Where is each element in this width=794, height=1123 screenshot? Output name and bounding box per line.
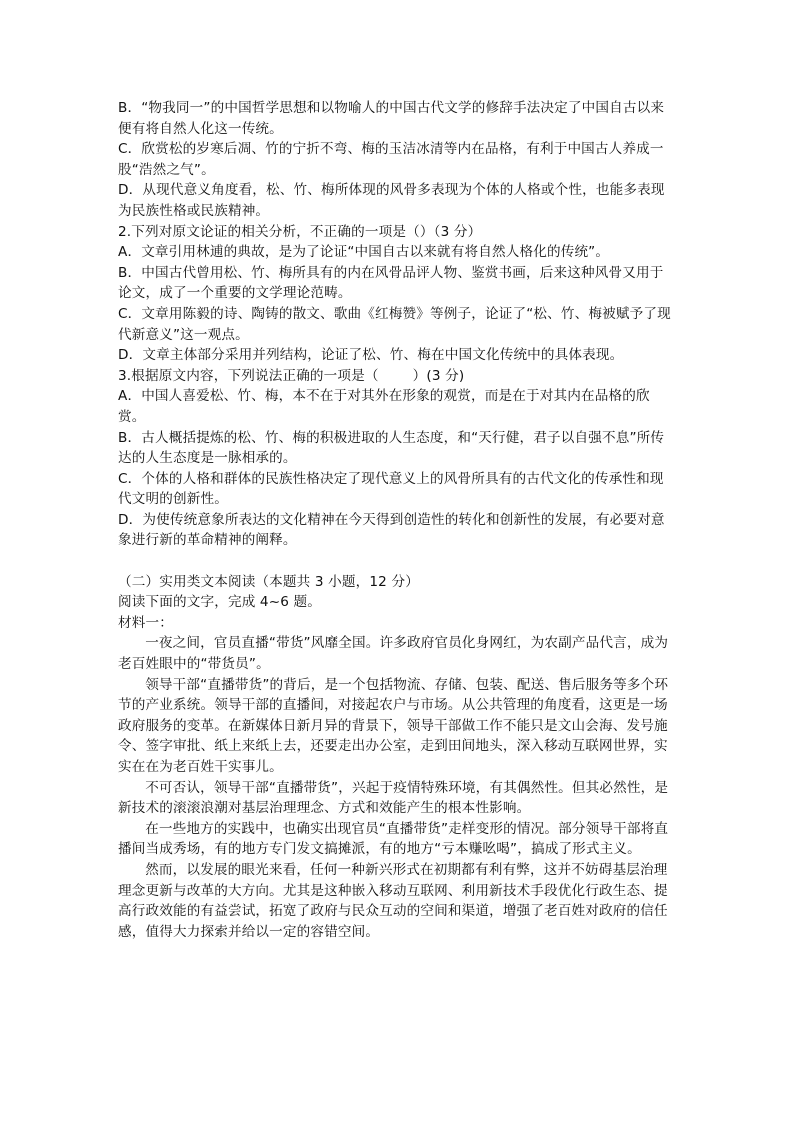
material-paragraph: 一夜之间，官员直播“带货”风靡全国。许多政府官员化身网红，为农副产品代言，成为老百姓眼中的“带货员”。 xyxy=(118,635,669,673)
q3-option-d: D．为使传统意象所表达的文化精神在今天得到创造性的转化和创新性的发展，有必要对意象进行新的革命精神的阐释。 xyxy=(118,511,665,549)
material-paragraph: 然而，以发展的眼光来看，任何一种新兴形式在初期都有利有弊，这并不妨碍基层治理理念更新与改革的大方向。尤其是这种嵌入移动互联网、利用新技术手段优化行政生态、提高行政效能的有益尝试，拓宽了政府与民众互动的空间和渠道，增强了老百姓对政府的信任感，值得大力探索并给以一定的容错空间。 xyxy=(118,861,668,940)
q3-stem-before: 3.根据原文内容，下列说法正确的一项是（ xyxy=(118,367,379,384)
q2-option-b: B．中国古代曾用松、竹、梅所具有的内在风骨品评人物、鉴赏书画，后来这种风骨又用于论文，成了一个重要的文学理论范畴。 xyxy=(118,264,664,302)
q2-option-d: D．文章主体部分采用并列结构，论证了松、竹、梅在中国文化传统中的具体表现。 xyxy=(118,347,624,364)
q1-option-b: B．“物我同一”的中国哲学思想和以物喻人的中国古代文学的修辞手法决定了中国自古以来便有将自然人化这一传统。 xyxy=(118,100,665,137)
q3-stem-after: ）(3 分) xyxy=(412,367,465,384)
q3-option-c: C．个体的人格和群体的民族性格决定了现代意义上的风骨所具有的古代文化的传承性和现代文明的创新性。 xyxy=(118,470,664,508)
q1-option-d: D．从现代意义角度看，松、竹、梅所体现的风骨多表现为个体的人格或个性，也能多表现为民族性格或民族精神。 xyxy=(118,182,665,219)
q2-option-a: A．文章引用林逋的典故，是为了论证“中国自古以来就有将自然人格化的传统”。 xyxy=(118,244,610,261)
material-paragraph: 领导干部“直播带货”的背后，是一个包括物流、存储、包装、配送、售后服务等多个环节的产业系统。领导干部的直播间，对接起农户与市场。从公共管理的角度看，这更是一场政府服务的变革。在新媒体日新月异的背景下，领导干部做工作不能只是文山会海、发号施令、签字审批、纸上来纸上去，还要走出办公室，走到田间地头，深入移动互联网世界，实实在在为老百姓干实事儿。 xyxy=(118,676,669,775)
exam-content xyxy=(118,98,676,942)
q1-option-c: C．欣赏松的岁寒后凋、竹的宁折不弯、梅的玉洁冰清等内在品格，有利于中国古人养成一股“浩然之气”。 xyxy=(118,141,664,178)
q3-option-a: A．中国人喜爱松、竹、梅，本不在于对其外在形象的观赏，而是在于对其内在品格的欣赏。 xyxy=(118,388,650,425)
material-paragraph: 在一些地方的实践中，也确实出现官员“直播带货”走样变形的情况。部分领导干部将直播间当成秀场，有的地方专门发文搞摊派，有的地方“亏本赚吆喝”，搞成了形式主义。 xyxy=(118,820,669,858)
q3-stem xyxy=(118,366,676,387)
q2-stem: 2.下列对原文论证的相关分析，不正确的一项是（）（3 分） xyxy=(118,223,482,240)
section2-heading: （二）实用类文本阅读（本题共 3 小题，12 分） xyxy=(118,573,419,590)
material-paragraph: 不可否认，领导干部“直播带货”，兴起于疫情特殊环境，有其偶然性。但其必然性，是新技术的滚滚浪潮对基层治理理念、方式和效能产生的根本性影响。 xyxy=(118,779,669,817)
section-spacer xyxy=(118,551,676,572)
section2-instruction: 阅读下面的文字，完成 4~6 题。 xyxy=(118,594,322,611)
q2-option-c: C．文章用陈毅的诗、陶铸的散文、歌曲《红梅赞》等例子，论证了“松、竹、梅被赋予了现代新意义”这一观点。 xyxy=(118,305,671,343)
q3-option-b: B．古人概括提炼的松、竹、梅的积极进取的人生态度，和“天行健，君子以自强不息”所传达的人生态度是一脉相承的。 xyxy=(118,429,665,467)
material-label: 材料一： xyxy=(118,614,173,631)
